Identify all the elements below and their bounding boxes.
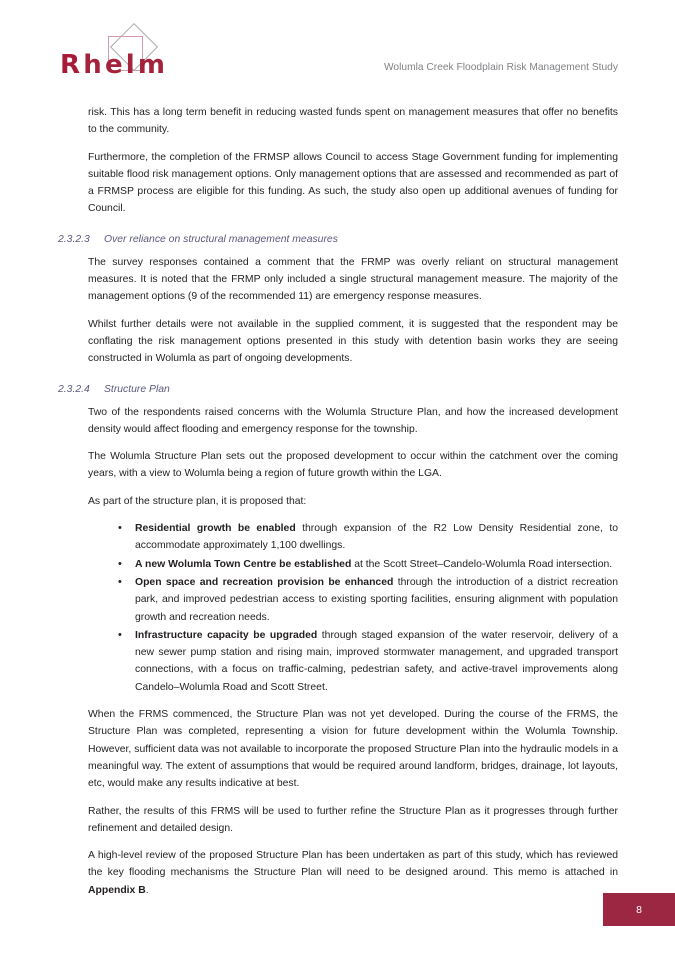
spacer: [0, 510, 675, 520]
page-header: [0, 0, 675, 95]
logo-letter-r: R: [60, 50, 84, 80]
paragraph-rather-results: Rather, the results of this FRMS will be used to further refine the Structure Plan as it progresses through further refinement and detailed design.: [88, 805, 618, 834]
list-item-lead: A new Wolumla Town Centre be established: [135, 558, 352, 570]
heading-label: Structure Plan: [104, 383, 170, 395]
list-item: [118, 574, 618, 626]
list-item-lead: Residential growth be enabled: [135, 523, 296, 535]
logo-wordmark: [60, 52, 168, 78]
logo-letters-helm: helm: [83, 50, 169, 80]
heading-label: Over reliance on structural management measures: [104, 233, 338, 245]
spacer: [0, 368, 675, 382]
list-item-text: through staged expansion of the water reservoir, delivery of a new sewer pump station and rising main, improved stormwater management, and upgraded transport connections, with a focus on traffic-calming, pedestrian safety, and active-travel improvements along Candelo–Wolumla Road and Scott Street.: [135, 629, 618, 693]
paragraph-risk-benefit: risk. This has a long term benefit in reducing wasted funds spent on management measures that offer no benefits to the community.: [88, 107, 618, 136]
list-item: [118, 627, 618, 696]
list-item: [118, 556, 618, 573]
document-content: [0, 104, 675, 899]
list-item: [118, 520, 618, 555]
spacer: [0, 218, 675, 232]
page-number-value: 8: [636, 903, 642, 916]
paragraph-whilst-details: Whilst further details were not available in the supplied comment, it is suggested that the respondent may be conflating the risk management options presented in this study with detention basin works they are seeing constructed in Wolumla as part of ongoing developments.: [88, 318, 618, 365]
list-item-lead: Infrastructure capacity be upgraded: [135, 629, 318, 641]
bullet-dot-icon: •: [118, 522, 122, 535]
structure-plan-proposal-list: [0, 520, 618, 696]
bullet-dot-icon: •: [118, 628, 122, 641]
document-title-header: Wolumla Creek Floodplain Risk Management Study: [383, 62, 618, 73]
paragraph-structure-plan-overview: The Wolumla Structure Plan sets out the proposed development to occur within the catchment over the coming years, with a view to Wolumla being a region of future growth within the LGA.: [88, 451, 618, 480]
list-item-text: through the introduction of a district recreation park, and improved pedestrian access to existing sporting facilities, ensuring alignment with population growth and recreation needs.: [135, 576, 618, 623]
bullet-dot-icon: •: [118, 575, 122, 588]
paragraph-survey-responses: The survey responses contained a comment that the FRMP was overly reliant on structural management measures. It is noted that the FRMP only included a single structural management measure. The majority of the management options (9 of the recommended 11) are emergency response measures.: [88, 256, 618, 303]
heading-number: 2.3.2.3: [58, 233, 90, 245]
paragraph-as-part-of-plan: As part of the structure plan, it is proposed that:: [88, 495, 307, 507]
list-item-text: at the Scott Street–Candelo-Wolumla Road intersection.: [351, 558, 613, 570]
heading-2-3-2-3: [58, 232, 618, 248]
paragraph-when-frms-commenced: When the FRMS commenced, the Structure Plan was not yet developed. During the course of the FRMS, the Structure Plan was completed, representing a vision for future development within the Wolumla Township. However, sufficient data was not available to incorporate the proposed Structure Plan into the hydraulic models in a meaningful way. The extent of assumptions that would be required around landform, bridges, drainage, lot layouts, etc, would make any results indicative at best.: [88, 709, 618, 790]
review-text-tail: .: [145, 884, 149, 896]
paragraph-high-level-review: [88, 847, 618, 899]
bullet-dot-icon: •: [118, 557, 122, 570]
spacer: [0, 696, 675, 706]
appendix-b-reference: Appendix B: [88, 884, 146, 896]
rhelm-logo: [60, 26, 190, 84]
heading-number: 2.3.2.4: [58, 383, 90, 395]
paragraph-two-respondents: Two of the respondents raised concerns with the Wolumla Structure Plan, and how the increased development density would affect flooding and emergency response for the township.: [88, 406, 618, 435]
review-text-lead: A high-level review of the proposed Structure Plan has been undertaken as part of this study, which has reviewed the key flooding mechanisms the Structure Plan will need to be designed around. This memo is attached in: [88, 850, 618, 879]
paragraph-frmsp-funding: Furthermore, the completion of the FRMSP allows Council to access Stage Government funding for implementing suitable flood risk management options. Only management options that are assessed and recommended as part of a FRMSP process are eligible for this funding. As such, the study also open up additional avenues of funding for Council.: [88, 151, 618, 215]
list-item-lead: Open space and recreation provision be enhanced: [135, 576, 394, 588]
page-number-badge: [603, 893, 675, 926]
list-item-text: through expansion of the R2 Low Density Residential zone, to accommodate approximately 1,100 dwellings.: [135, 523, 618, 552]
heading-2-3-2-4: [58, 382, 618, 398]
